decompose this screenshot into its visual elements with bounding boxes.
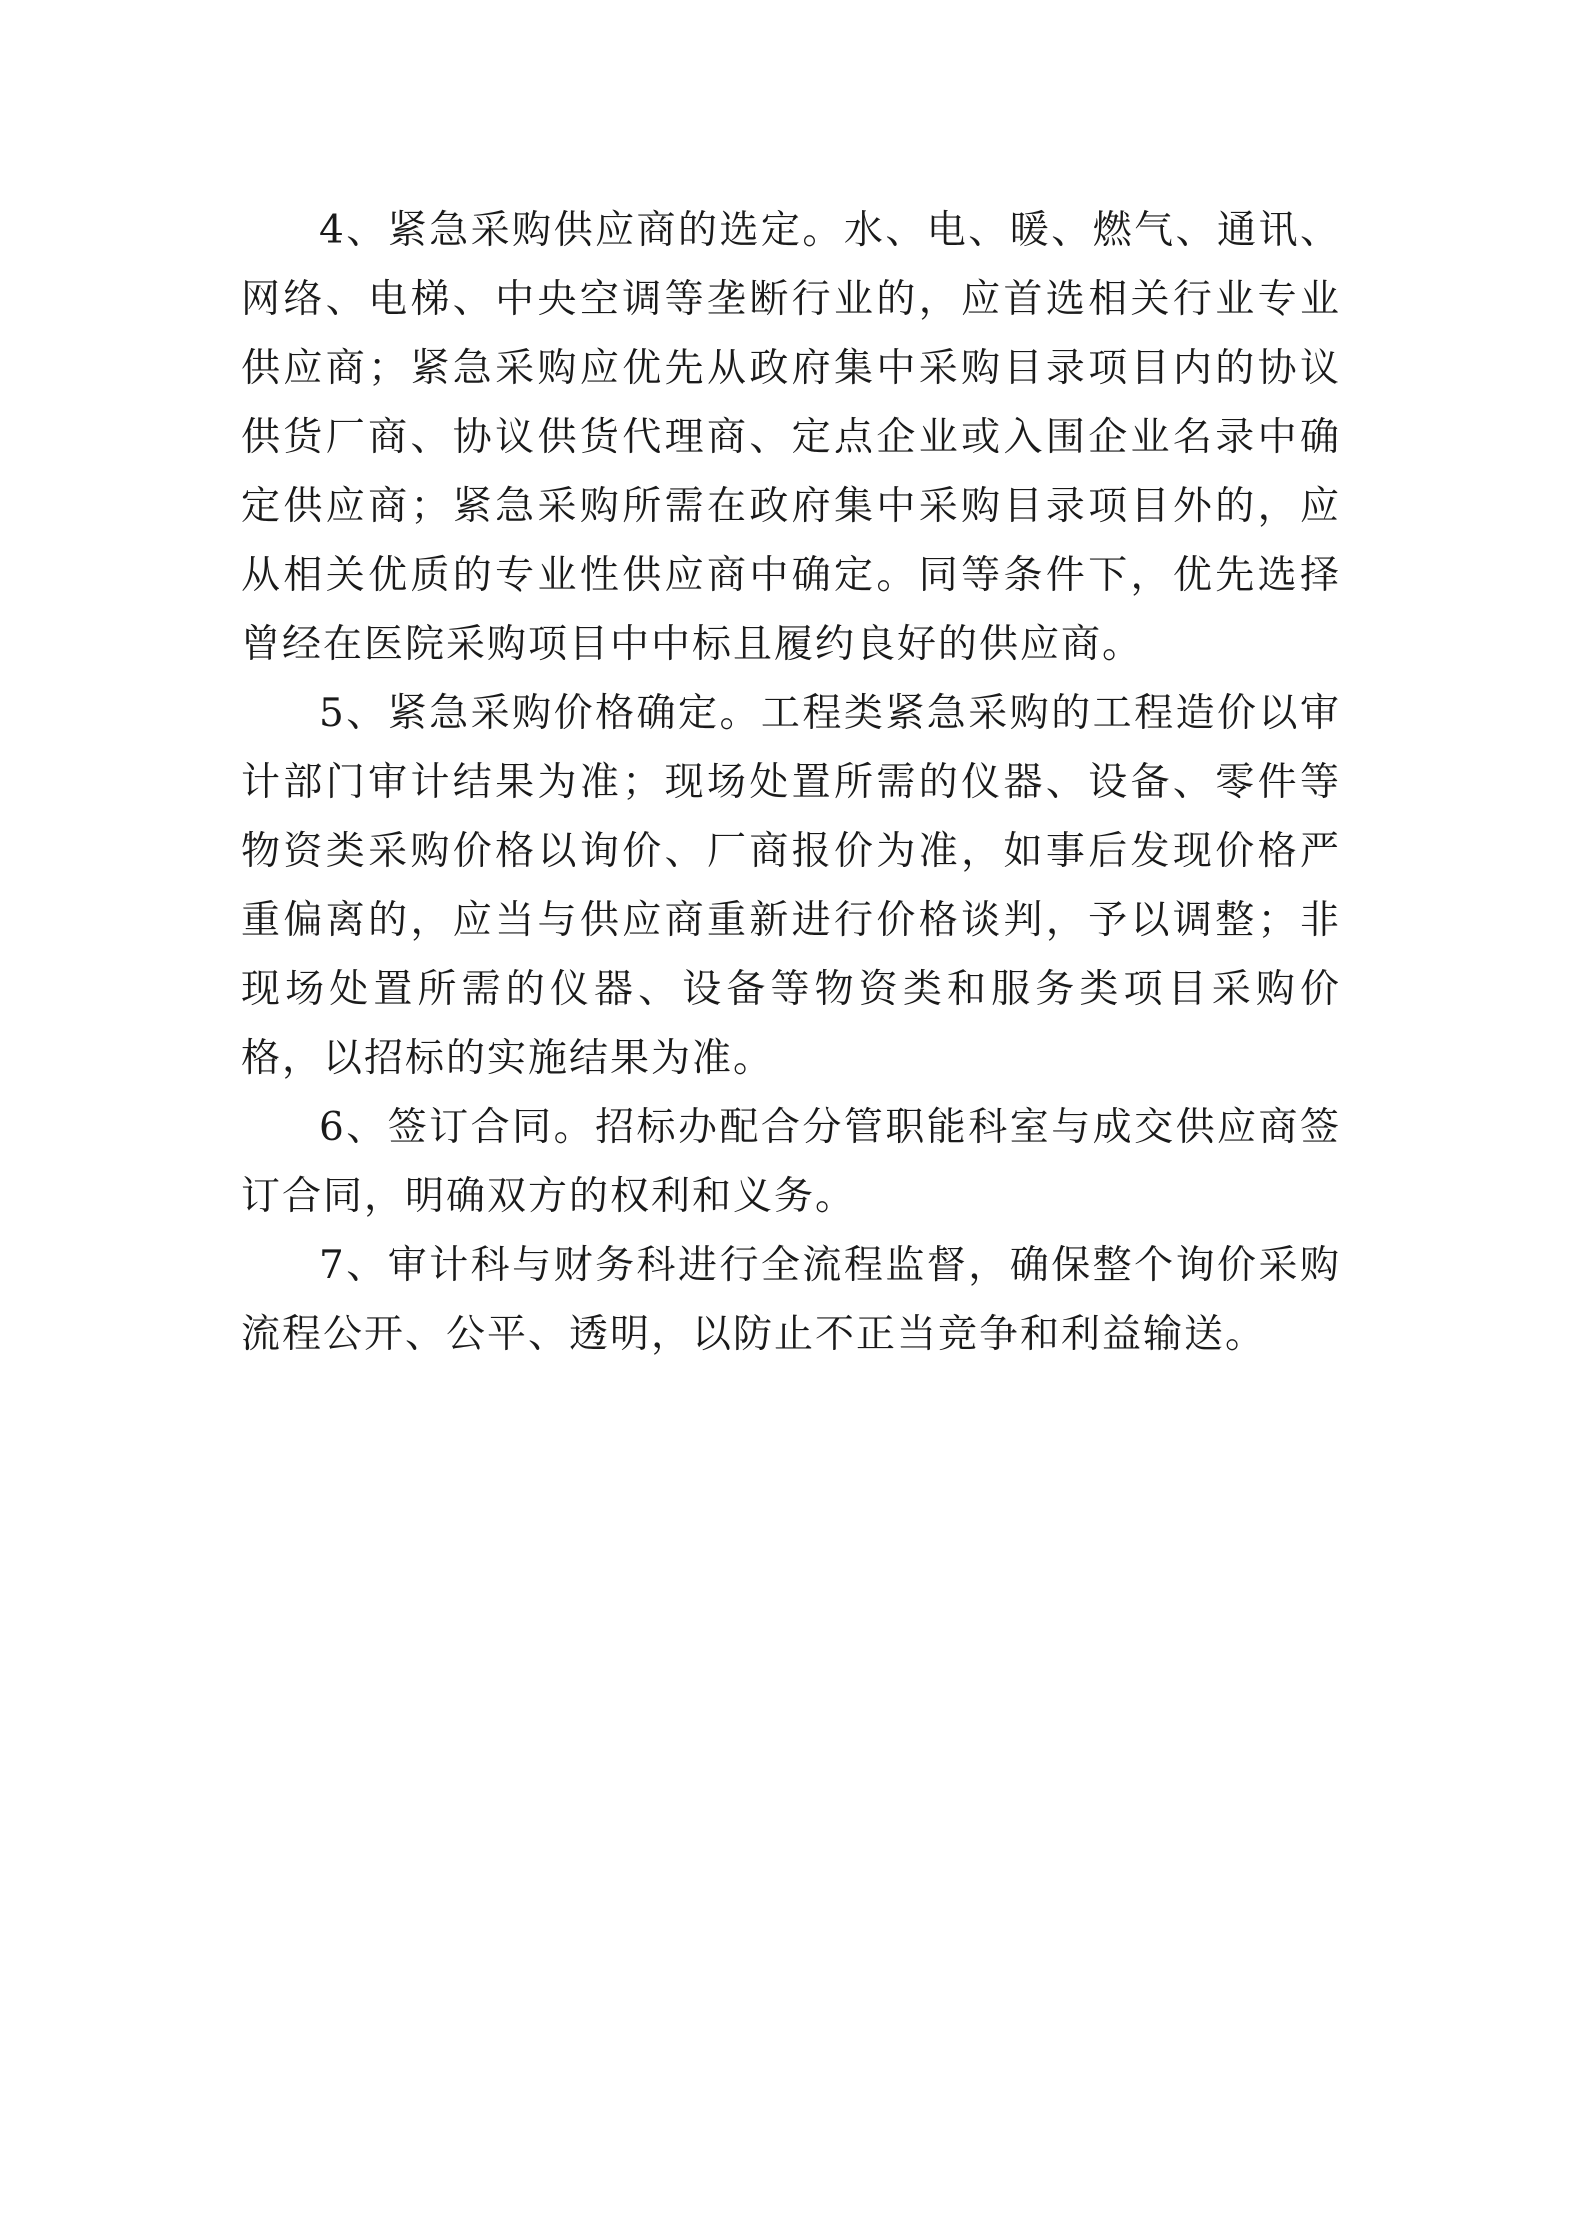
paragraph-7-supervision: 7、审计科与财务科进行全流程监督，确保整个询价采购流程公开、公平、透明，以防止不正当竞争和利益输送。 [241,1243,1341,1357]
paragraph-6-sign-contract: 6、签订合同。招标办配合分管职能科室与成交供应商签订合同，明确双方的权利和义务。 [241,1105,1341,1219]
paragraph-4-supplier-selection: 4、紧急采购供应商的选定。水、电、暖、燃气、通讯、网络、电梯、中央空调等垄断行业的，应首选相关行业专业供应商；紧急采购应优先从政府集中采购目录项目内的协议供货厂商、协议供货代理商、定点企业或入围企业名录中确定供应商；紧急采购所需在政府集中采购目录项目外的，应从相关优质的专业性供应商中确定。同等条件下，优先选择曾经在医院采购项目中中标且履约良好的供应商。 [241,208,1341,667]
paragraph-5-price-determination: 5、紧急采购价格确定。工程类紧急采购的工程造价以审计部门审计结果为准；现场处置所需的仪器、设备、零件等物资类采购价格以询价、厂商报价为准，如事后发现价格严重偏离的，应当与供应商重新进行价格谈判，予以调整；非现场处置所需的仪器、设备等物资类和服务类项目采购价格，以招标的实施结果为准。 [241,691,1341,1081]
document-body [241,196,1341,1369]
